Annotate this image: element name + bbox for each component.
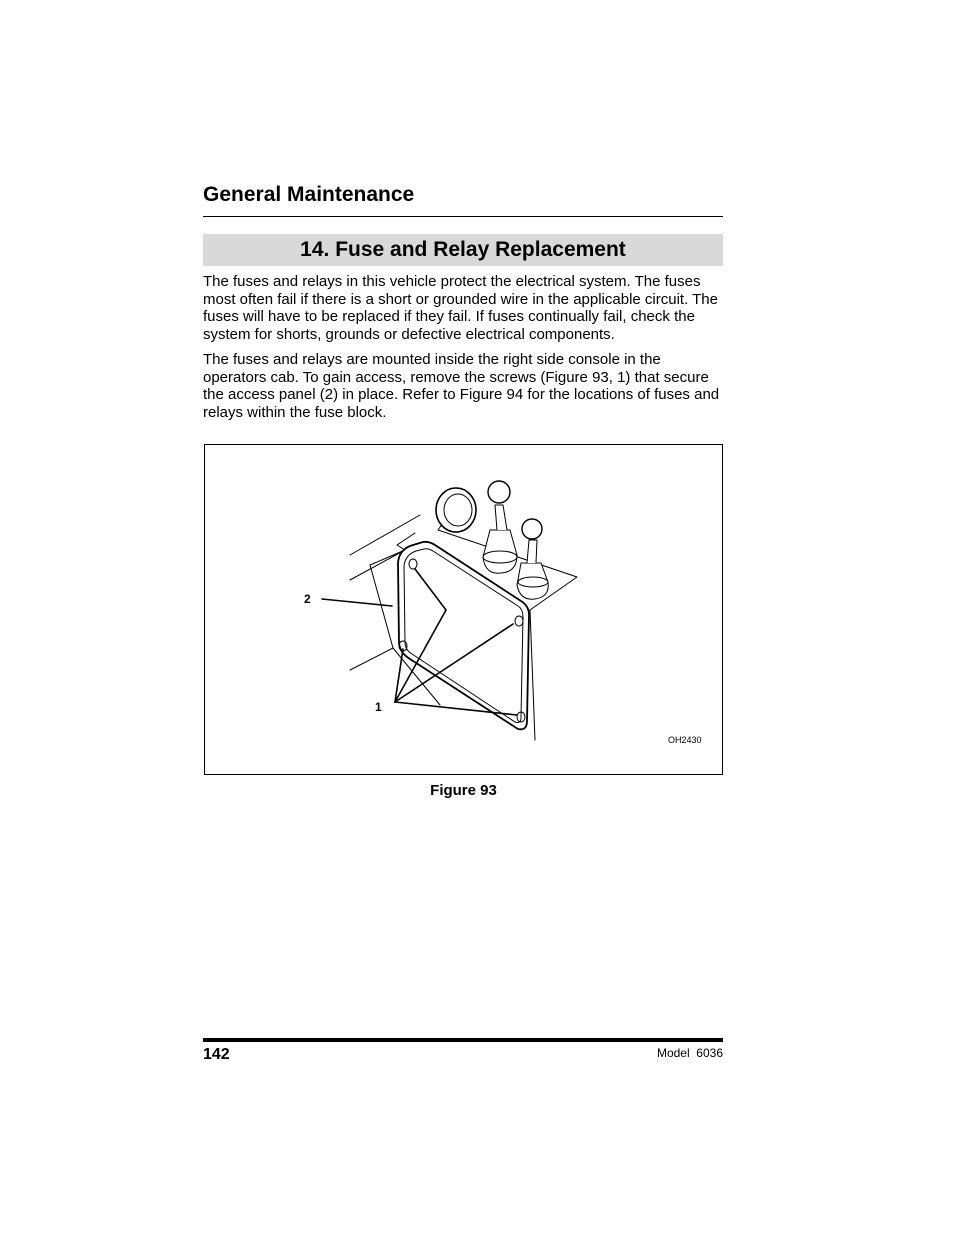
intro-paragraph: The fuses and relays in this vehicle protect the electrical system. The fuses most often fail if there is a short or grounded wire in the applicable circuit. The fuses will have to be replaced if they fail. If fuses continually fail, check the system for shorts, grounds or defective electrical components. [203, 273, 718, 343]
figure-code: OH2430 [668, 735, 702, 745]
chapter-title: General Maintenance [203, 183, 415, 206]
footer-divider [203, 1038, 723, 1042]
figure-93-illustration [204, 444, 723, 775]
access-paragraph: The fuses and relays are mounted inside the right side console in the operators cab. To gain access, remove the screws (Figure 93, 1) that secure the access panel (2) in place. Refer to Figure 94 for the locations of fuses and relays within the fuse block. [203, 351, 720, 421]
console-access-panel-drawing [205, 445, 722, 774]
page-number: 142 [203, 1046, 230, 1063]
figure-caption: Figure 93 [430, 782, 497, 799]
model-label: Model 6036 [656, 1046, 723, 1060]
callout-screws: 1 [375, 700, 382, 714]
section-title: 14. Fuse and Relay Replacement [300, 238, 626, 261]
callout-access-panel: 2 [304, 592, 311, 606]
chapter-divider [203, 216, 723, 217]
section-heading-band [203, 234, 723, 266]
